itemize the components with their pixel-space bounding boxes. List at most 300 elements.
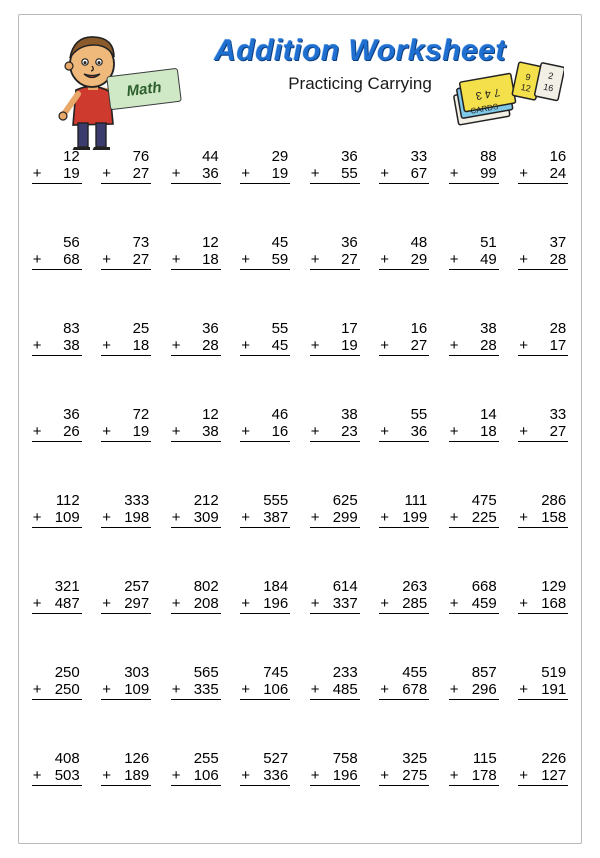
addend-top: 16 bbox=[410, 320, 428, 337]
problem-cell bbox=[439, 400, 509, 486]
addend-top: 83 bbox=[63, 320, 80, 337]
addend-bottom: 28 bbox=[549, 251, 567, 268]
addend-bottom: 67 bbox=[410, 165, 428, 182]
addition-problem bbox=[379, 234, 429, 270]
addend-bottom-row bbox=[171, 767, 221, 786]
addend-top: 33 bbox=[410, 148, 428, 165]
addition-problem bbox=[240, 750, 290, 786]
addend-bottom: 503 bbox=[54, 767, 80, 784]
addend-top: 55 bbox=[410, 406, 428, 423]
addend-top: 16 bbox=[549, 148, 567, 165]
addition-problem bbox=[310, 406, 360, 442]
addend-bottom-row bbox=[310, 251, 360, 270]
operator-symbol: + bbox=[241, 681, 251, 698]
addend-bottom-row bbox=[449, 165, 499, 184]
operator-symbol: + bbox=[32, 165, 42, 182]
addend-bottom-row bbox=[449, 767, 499, 786]
addend-top: 36 bbox=[341, 234, 358, 251]
addend-top: 12 bbox=[202, 406, 219, 423]
problem-cell bbox=[92, 142, 162, 228]
problem-cell bbox=[300, 400, 370, 486]
addition-problem bbox=[379, 578, 429, 614]
addition-problem bbox=[240, 664, 290, 700]
addition-problem bbox=[240, 406, 290, 442]
addition-problem bbox=[310, 492, 360, 528]
addend-bottom: 275 bbox=[402, 767, 428, 784]
problem-cell bbox=[22, 658, 92, 744]
operator-symbol: + bbox=[380, 337, 390, 354]
addend-top: 111 bbox=[404, 492, 428, 509]
operator-symbol: + bbox=[102, 681, 112, 698]
addend-top: 48 bbox=[410, 234, 428, 251]
addend-top: 37 bbox=[549, 234, 567, 251]
problem-cell bbox=[509, 744, 579, 830]
addition-problem bbox=[101, 578, 151, 614]
problem-cell bbox=[439, 572, 509, 658]
addition-problem bbox=[171, 320, 221, 356]
addend-bottom-row bbox=[379, 509, 429, 528]
addend-bottom: 16 bbox=[271, 423, 289, 440]
addition-problem bbox=[171, 234, 221, 270]
addend-top: 44 bbox=[202, 148, 219, 165]
svg-text:12: 12 bbox=[519, 81, 532, 94]
addend-bottom-row bbox=[240, 337, 290, 356]
addend-top: 527 bbox=[263, 750, 289, 767]
addend-bottom-row bbox=[518, 337, 568, 356]
addend-top: 38 bbox=[480, 320, 497, 337]
addend-bottom: 49 bbox=[480, 251, 497, 268]
addition-problem bbox=[518, 234, 568, 270]
problem-cell bbox=[22, 314, 92, 400]
addend-bottom: 309 bbox=[193, 509, 219, 526]
addend-bottom: 191 bbox=[541, 681, 567, 698]
addition-problem bbox=[32, 320, 82, 356]
addition-problem bbox=[240, 320, 290, 356]
problem-row bbox=[22, 486, 578, 572]
addend-bottom: 225 bbox=[471, 509, 497, 526]
addend-bottom: 336 bbox=[263, 767, 289, 784]
operator-symbol: + bbox=[102, 595, 112, 612]
operator-symbol: + bbox=[449, 337, 459, 354]
problem-cell bbox=[300, 142, 370, 228]
svg-text:7 4 3: 7 4 3 bbox=[474, 85, 501, 102]
addend-bottom-row bbox=[101, 595, 151, 614]
addition-problem bbox=[379, 492, 429, 528]
addend-top: 38 bbox=[341, 406, 358, 423]
addend-bottom: 27 bbox=[132, 165, 150, 182]
operator-symbol: + bbox=[171, 337, 181, 354]
addend-bottom: 27 bbox=[341, 251, 358, 268]
addition-problem bbox=[240, 492, 290, 528]
addend-bottom-row bbox=[171, 509, 221, 528]
addend-top: 565 bbox=[193, 664, 219, 681]
addition-problem bbox=[101, 492, 151, 528]
addend-top: 614 bbox=[332, 578, 358, 595]
addend-bottom: 299 bbox=[332, 509, 358, 526]
addend-bottom: 250 bbox=[54, 681, 80, 698]
addition-problem bbox=[32, 234, 82, 270]
problem-cell bbox=[22, 228, 92, 314]
addition-problem bbox=[449, 664, 499, 700]
operator-symbol: + bbox=[310, 509, 320, 526]
addend-top: 112 bbox=[55, 492, 80, 509]
addend-bottom: 36 bbox=[410, 423, 428, 440]
addend-top: 46 bbox=[271, 406, 289, 423]
operator-symbol: + bbox=[32, 337, 42, 354]
operator-symbol: + bbox=[310, 251, 320, 268]
operator-symbol: + bbox=[171, 681, 181, 698]
problem-cell bbox=[439, 228, 509, 314]
operator-symbol: + bbox=[519, 681, 529, 698]
operator-symbol: + bbox=[519, 337, 529, 354]
operator-symbol: + bbox=[380, 681, 390, 698]
problem-cell bbox=[231, 486, 301, 572]
operator-symbol: + bbox=[380, 251, 390, 268]
operator-symbol: + bbox=[519, 767, 529, 784]
addend-bottom-row bbox=[101, 681, 151, 700]
addend-bottom: 99 bbox=[480, 165, 497, 182]
addend-top: 73 bbox=[132, 234, 150, 251]
problem-cell bbox=[509, 486, 579, 572]
addend-bottom-row bbox=[240, 595, 290, 614]
addend-top: 88 bbox=[480, 148, 497, 165]
addend-bottom-row bbox=[101, 423, 151, 442]
addend-bottom-row bbox=[32, 681, 82, 700]
problem-row bbox=[22, 658, 578, 744]
problem-row bbox=[22, 400, 578, 486]
operator-symbol: + bbox=[380, 165, 390, 182]
operator-symbol: + bbox=[171, 423, 181, 440]
addend-bottom: 459 bbox=[471, 595, 497, 612]
problem-row bbox=[22, 142, 578, 228]
problem-cell bbox=[370, 228, 440, 314]
addend-bottom-row bbox=[449, 337, 499, 356]
addend-bottom-row bbox=[101, 337, 151, 356]
addend-bottom: 285 bbox=[402, 595, 428, 612]
problem-cell bbox=[231, 572, 301, 658]
problem-cell bbox=[22, 744, 92, 830]
addend-bottom-row bbox=[379, 595, 429, 614]
addend-bottom: 335 bbox=[193, 681, 219, 698]
operator-symbol: + bbox=[102, 767, 112, 784]
addend-top: 321 bbox=[54, 578, 80, 595]
problem-cell bbox=[231, 228, 301, 314]
addend-bottom: 168 bbox=[541, 595, 567, 612]
addend-bottom-row bbox=[518, 595, 568, 614]
addition-problem bbox=[171, 406, 221, 442]
addition-problem bbox=[32, 578, 82, 614]
addend-top: 758 bbox=[332, 750, 358, 767]
problem-cell bbox=[161, 658, 231, 744]
addend-bottom: 18 bbox=[480, 423, 497, 440]
addition-problem bbox=[240, 234, 290, 270]
problem-cell bbox=[92, 658, 162, 744]
addend-top: 33 bbox=[549, 406, 567, 423]
addition-problem bbox=[449, 320, 499, 356]
addend-top: 55 bbox=[271, 320, 289, 337]
operator-symbol: + bbox=[241, 251, 251, 268]
problem-cell bbox=[509, 658, 579, 744]
addition-problem bbox=[379, 664, 429, 700]
addition-problem bbox=[310, 750, 360, 786]
problem-cell bbox=[231, 142, 301, 228]
addend-bottom-row bbox=[32, 337, 82, 356]
addend-top: 17 bbox=[341, 320, 358, 337]
operator-symbol: + bbox=[241, 337, 251, 354]
problem-cell bbox=[231, 314, 301, 400]
problem-cell bbox=[22, 142, 92, 228]
addend-bottom-row bbox=[449, 681, 499, 700]
math-sign-label: Math bbox=[125, 78, 163, 100]
addend-bottom: 26 bbox=[63, 423, 80, 440]
addition-problem bbox=[449, 148, 499, 184]
operator-symbol: + bbox=[310, 681, 320, 698]
addend-top: 12 bbox=[202, 234, 219, 251]
addition-problem bbox=[310, 234, 360, 270]
addition-problem bbox=[101, 234, 151, 270]
addend-bottom: 28 bbox=[202, 337, 219, 354]
addend-bottom: 208 bbox=[193, 595, 219, 612]
addend-bottom-row bbox=[379, 165, 429, 184]
addend-bottom-row bbox=[32, 595, 82, 614]
addend-top: 14 bbox=[480, 406, 497, 423]
addition-problem bbox=[171, 492, 221, 528]
operator-symbol: + bbox=[32, 423, 42, 440]
operator-symbol: + bbox=[449, 509, 459, 526]
operator-symbol: + bbox=[519, 251, 529, 268]
addend-bottom-row bbox=[171, 251, 221, 270]
addend-top: 72 bbox=[132, 406, 150, 423]
addend-bottom-row bbox=[518, 681, 568, 700]
operator-symbol: + bbox=[102, 423, 112, 440]
addend-top: 625 bbox=[332, 492, 358, 509]
svg-text:16: 16 bbox=[542, 81, 555, 94]
addend-top: 286 bbox=[541, 492, 567, 509]
addend-bottom-row bbox=[449, 509, 499, 528]
addend-bottom: 487 bbox=[54, 595, 80, 612]
addition-problem bbox=[449, 234, 499, 270]
addend-bottom: 19 bbox=[132, 423, 150, 440]
addend-top: 333 bbox=[124, 492, 150, 509]
operator-symbol: + bbox=[449, 251, 459, 268]
addend-top: 519 bbox=[541, 664, 567, 681]
addend-top: 303 bbox=[124, 664, 150, 681]
addend-bottom: 17 bbox=[549, 337, 567, 354]
problem-cell bbox=[92, 314, 162, 400]
problem-cell bbox=[509, 400, 579, 486]
addend-bottom: 29 bbox=[410, 251, 428, 268]
addend-top: 45 bbox=[271, 234, 289, 251]
addend-bottom-row bbox=[310, 767, 360, 786]
addend-bottom-row bbox=[240, 251, 290, 270]
addition-problem bbox=[449, 406, 499, 442]
addition-problem bbox=[32, 492, 82, 528]
addend-top: 250 bbox=[54, 664, 80, 681]
addend-bottom-row bbox=[240, 509, 290, 528]
addend-bottom-row bbox=[379, 681, 429, 700]
worksheet-header bbox=[20, 16, 580, 128]
addend-bottom-row bbox=[171, 681, 221, 700]
operator-symbol: + bbox=[449, 595, 459, 612]
operator-symbol: + bbox=[241, 165, 251, 182]
addition-problem bbox=[518, 578, 568, 614]
addend-top: 129 bbox=[541, 578, 567, 595]
problem-cell bbox=[22, 400, 92, 486]
addend-bottom-row bbox=[240, 681, 290, 700]
addend-top: 12 bbox=[63, 148, 80, 165]
addend-bottom-row bbox=[101, 767, 151, 786]
problem-cell bbox=[161, 142, 231, 228]
addend-bottom-row bbox=[101, 165, 151, 184]
operator-symbol: + bbox=[380, 767, 390, 784]
addend-top: 184 bbox=[263, 578, 289, 595]
addend-top: 668 bbox=[471, 578, 497, 595]
addend-bottom: 38 bbox=[202, 423, 219, 440]
operator-symbol: + bbox=[519, 509, 529, 526]
addend-top: 126 bbox=[124, 750, 150, 767]
svg-text:CARDS: CARDS bbox=[469, 101, 499, 116]
addition-problem bbox=[379, 406, 429, 442]
addition-problem bbox=[518, 148, 568, 184]
problem-cell bbox=[439, 744, 509, 830]
operator-symbol: + bbox=[519, 165, 529, 182]
addend-bottom: 127 bbox=[541, 767, 567, 784]
addend-bottom: 678 bbox=[402, 681, 428, 698]
addend-top: 28 bbox=[549, 320, 567, 337]
operator-symbol: + bbox=[171, 251, 181, 268]
operator-symbol: + bbox=[241, 595, 251, 612]
addition-problem bbox=[518, 750, 568, 786]
addend-bottom: 28 bbox=[480, 337, 497, 354]
addition-problem bbox=[171, 664, 221, 700]
addend-bottom: 68 bbox=[63, 251, 80, 268]
addend-bottom: 27 bbox=[410, 337, 428, 354]
addend-top: 212 bbox=[193, 492, 219, 509]
addend-bottom: 18 bbox=[132, 337, 150, 354]
addend-top: 255 bbox=[193, 750, 219, 767]
addend-top: 325 bbox=[402, 750, 428, 767]
addition-problem bbox=[449, 578, 499, 614]
problem-cell bbox=[509, 142, 579, 228]
number-cards-icon bbox=[452, 60, 564, 126]
addend-top: 76 bbox=[132, 148, 150, 165]
addition-problem bbox=[171, 578, 221, 614]
operator-symbol: + bbox=[102, 251, 112, 268]
addend-bottom: 106 bbox=[263, 681, 289, 698]
problem-cell bbox=[92, 228, 162, 314]
addend-bottom-row bbox=[101, 251, 151, 270]
addition-problem bbox=[101, 664, 151, 700]
addend-bottom: 109 bbox=[54, 509, 80, 526]
addition-problem bbox=[32, 664, 82, 700]
problem-cell bbox=[22, 572, 92, 658]
addend-top: 802 bbox=[193, 578, 219, 595]
operator-symbol: + bbox=[32, 251, 42, 268]
operator-symbol: + bbox=[310, 767, 320, 784]
addend-bottom: 19 bbox=[341, 337, 358, 354]
addition-problem bbox=[379, 750, 429, 786]
addend-bottom-row bbox=[32, 509, 82, 528]
addend-bottom-row bbox=[449, 595, 499, 614]
problem-cell bbox=[92, 744, 162, 830]
problem-cell bbox=[161, 314, 231, 400]
operator-symbol: + bbox=[102, 337, 112, 354]
operator-symbol: + bbox=[310, 165, 320, 182]
addend-bottom: 59 bbox=[271, 251, 289, 268]
addition-problem bbox=[101, 320, 151, 356]
addition-problem bbox=[32, 148, 82, 184]
addend-bottom: 337 bbox=[332, 595, 358, 612]
addition-problem bbox=[449, 750, 499, 786]
addend-bottom-row bbox=[518, 767, 568, 786]
problem-cell bbox=[370, 658, 440, 744]
operator-symbol: + bbox=[241, 509, 251, 526]
problem-cell bbox=[509, 228, 579, 314]
operator-symbol: + bbox=[241, 423, 251, 440]
operator-symbol: + bbox=[32, 681, 42, 698]
problem-row bbox=[22, 228, 578, 314]
addend-bottom: 158 bbox=[541, 509, 567, 526]
operator-symbol: + bbox=[310, 423, 320, 440]
addition-problem bbox=[32, 406, 82, 442]
operator-symbol: + bbox=[449, 681, 459, 698]
operator-symbol: + bbox=[102, 509, 112, 526]
addition-problem bbox=[518, 664, 568, 700]
operator-symbol: + bbox=[171, 595, 181, 612]
addend-bottom: 18 bbox=[202, 251, 219, 268]
problem-cell bbox=[92, 400, 162, 486]
svg-text:2: 2 bbox=[547, 70, 555, 82]
problem-cell bbox=[439, 486, 509, 572]
problem-cell bbox=[370, 486, 440, 572]
addend-bottom-row bbox=[449, 251, 499, 270]
addition-problem bbox=[101, 750, 151, 786]
addend-bottom: 19 bbox=[63, 165, 80, 182]
addend-bottom-row bbox=[310, 509, 360, 528]
addend-top: 555 bbox=[263, 492, 289, 509]
addend-top: 115 bbox=[472, 750, 497, 767]
problem-cell bbox=[300, 744, 370, 830]
addend-bottom: 24 bbox=[549, 165, 567, 182]
addend-bottom-row bbox=[518, 423, 568, 442]
addition-problem bbox=[518, 406, 568, 442]
problem-row bbox=[22, 572, 578, 658]
problem-cell bbox=[509, 572, 579, 658]
addend-bottom: 296 bbox=[471, 681, 497, 698]
page-subtitle: Practicing Carrying bbox=[288, 74, 432, 93]
addend-bottom: 109 bbox=[124, 681, 150, 698]
addend-bottom-row bbox=[171, 423, 221, 442]
problem-cell bbox=[300, 486, 370, 572]
addend-bottom-row bbox=[310, 681, 360, 700]
addend-bottom-row bbox=[379, 337, 429, 356]
addition-problem bbox=[101, 406, 151, 442]
operator-symbol: + bbox=[32, 595, 42, 612]
addition-problem bbox=[310, 578, 360, 614]
addend-bottom-row bbox=[32, 165, 82, 184]
addend-top: 408 bbox=[54, 750, 80, 767]
problem-cell bbox=[231, 744, 301, 830]
problem-cell bbox=[161, 744, 231, 830]
addend-bottom-row bbox=[310, 165, 360, 184]
addend-bottom-row bbox=[449, 423, 499, 442]
addition-problem bbox=[379, 320, 429, 356]
problem-cell bbox=[439, 314, 509, 400]
addition-problem bbox=[518, 492, 568, 528]
addend-bottom: 387 bbox=[263, 509, 289, 526]
operator-symbol: + bbox=[380, 595, 390, 612]
problem-cell bbox=[300, 228, 370, 314]
